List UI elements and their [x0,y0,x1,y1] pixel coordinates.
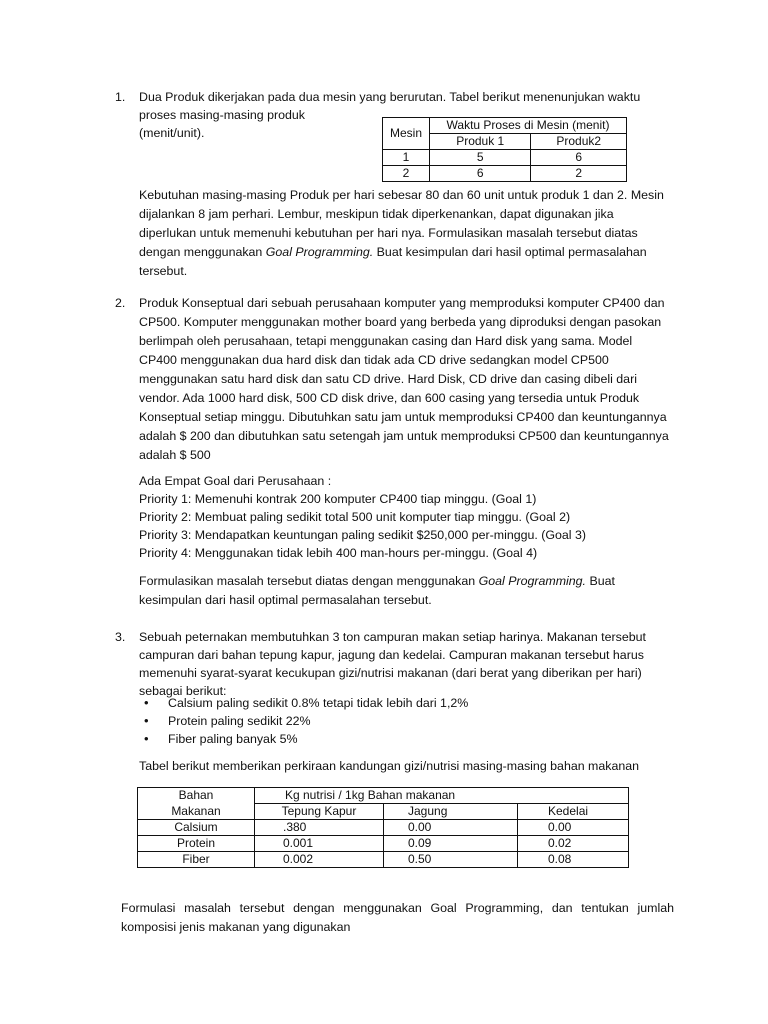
q2-closing-end: Buat kesimpulan dari hasil optimal permasalahan tersebut. [139,574,615,607]
q3-table [137,787,629,868]
q1-paragraph-emphasis: Goal Programming. [265,245,374,259]
q3-paragraph: Sebuah peternakan membutuhkan 3 ton campuran makan setiap harinya. Makanan tersebut campuran dari bahan tepung kapur, jagung dan kedelai. Campuran makanan tersebut harus memenuhi syarat-syarat kecukupan gizi/nutrisi makanan (dari berat yang diberikan per hari) sebagai berikut: [139,630,646,698]
table-cell: 0.002 [255,852,384,868]
q2-priority-4: Priority 4: Menggunakan tidak lebih 400 man-hours per-minggu. (Goal 4) [139,546,538,560]
table-cell: .380 [255,820,384,836]
table-cell: 0.001 [255,836,384,852]
table-cell: 2 [531,166,627,182]
q2-goals-title: Ada Empat Goal dari Perusahaan : [139,474,332,488]
table-cell: 0.09 [384,836,518,852]
table-cell: Protein [138,836,255,852]
q2-priority-3: Priority 3: Mendapatkan keuntungan paling sedikit $250,000 per-minggu. (Goal 3) [139,528,587,542]
q1-table-group-header: Waktu Proses di Mesin (menit) [430,118,627,134]
table-row [138,852,629,868]
q3-table-group-header: Kg nutrisi / 1kg Bahan makanan [255,788,629,804]
q1-line3: (menit/unit). [139,126,205,140]
q2-closing-text: Formulasikan masalah tersebut diatas dengan menggunakan [139,574,479,588]
q2-paragraph: Produk Konseptual dari sebuah perusahaan komputer yang memproduksi komputer CP400 dan CP500. Komputer menggunakan mother board yang berbeda yang diproduksi dengan pasokan berlimpah oleh perusahaan, tetapi menggunakan casing dan Hard disk yang sama. Model CP400 menggunakan dua hard disk dan tidak ada CD drive sedangkan model CP500 menggunakan satu hard disk dan satu CD drive. Hard Disk, CD drive dan casing dibeli dari vendor. Ada 1000 hard disk, 500 CD disk drive, dan 600 casing yang tersedia untuk Produk Konseptual setiap minggu. Dibutuhkan satu jam untuk memproduksi CP400 dan keuntungannya adalah $ 200 dan dibutuhkan satu setengah jam untuk memproduksi CP500 dan keuntungannya adalah $ 500 [139,296,669,462]
table-cell: 0.02 [518,836,629,852]
table-cell: 6 [430,166,531,182]
q1-table-mesin-header: Mesin [383,118,430,150]
table-cell: 0.00 [384,820,518,836]
q1-paragraph [139,186,664,281]
q1-table [382,117,627,182]
q3-table-intro: Tabel berikut memberikan perkiraan kandungan gizi/nutrisi masing-masing bahan makanan [139,759,640,773]
q1-table-subheader: Produk 1 [430,134,531,150]
table-cell: 1 [383,150,430,166]
q1-table-subheader: Produk2 [531,134,627,150]
q2-closing-emphasis: Goal Programming. [478,574,587,588]
q1-paragraph-text: Kebutuhan masing-masing Produk per hari sebesar 80 dan 60 unit untuk produk 1 dan 2. Mesin dijalankan 8 jam perhari. Lembur, meskipun tidak diperkenankan, dapat digunakan jika diperlukan untuk memenuhi kebutuhan per hari nya. Formulasikan masalah tersebut diatas dengan menggunakan [139,188,664,259]
q3-table-bahan-header-2: Makanan [138,804,255,820]
q2-closing [139,572,649,610]
q2-priority-2: Priority 2: Membuat paling sedikit total 500 unit komputer tiap minggu. (Goal 2) [139,510,571,524]
list-item: • Calsium paling sedikit 0.8% tetapi tidak lebih dari 1,2% [139,694,659,712]
table-cell: 0.50 [384,852,518,868]
table-cell: 5 [430,150,531,166]
table-row [383,166,627,182]
list-item: • Protein paling sedikit 22% [139,712,659,730]
q3-table-subheader: Kedelai [518,804,629,820]
q2-priority-1: Priority 1: Memenuhi kontrak 200 komputer CP400 tiap minggu. (Goal 1) [139,492,537,506]
q3-bullet-list [139,694,659,748]
q1-line2: proses masing-masing produk [139,108,305,122]
table-cell: Fiber [138,852,255,868]
q3-table-subheader: Jagung [384,804,518,820]
final-instruction: Formulasi masalah tersebut dengan menggunakan Goal Programming, dan tentukan jumlah komposisi jenis makanan yang digunakan [121,901,674,934]
table-row [383,150,627,166]
table-cell: 0.08 [518,852,629,868]
table-row [138,836,629,852]
q3-table-subheader: Tepung Kapur [255,804,384,820]
list-item: • Fiber paling banyak 5% [139,730,659,748]
table-row [138,820,629,836]
table-cell: 0.00 [518,820,629,836]
q2-goals [139,472,679,562]
q1-line1: Dua Produk dikerjakan pada dua mesin yang berurutan. Tabel berikut menenunjukan waktu [139,90,641,104]
table-cell: 6 [531,150,627,166]
q2-number: 2. [115,296,126,310]
q3-number: 3. [115,630,126,644]
q1-paragraph-end: Buat kesimpulan dari hasil optimal permasalahan tersebut. [139,245,647,278]
table-cell: 2 [383,166,430,182]
q3-table-bahan-header: Bahan [138,788,255,804]
q1-number: 1. [115,90,126,104]
table-cell: Calsium [138,820,255,836]
